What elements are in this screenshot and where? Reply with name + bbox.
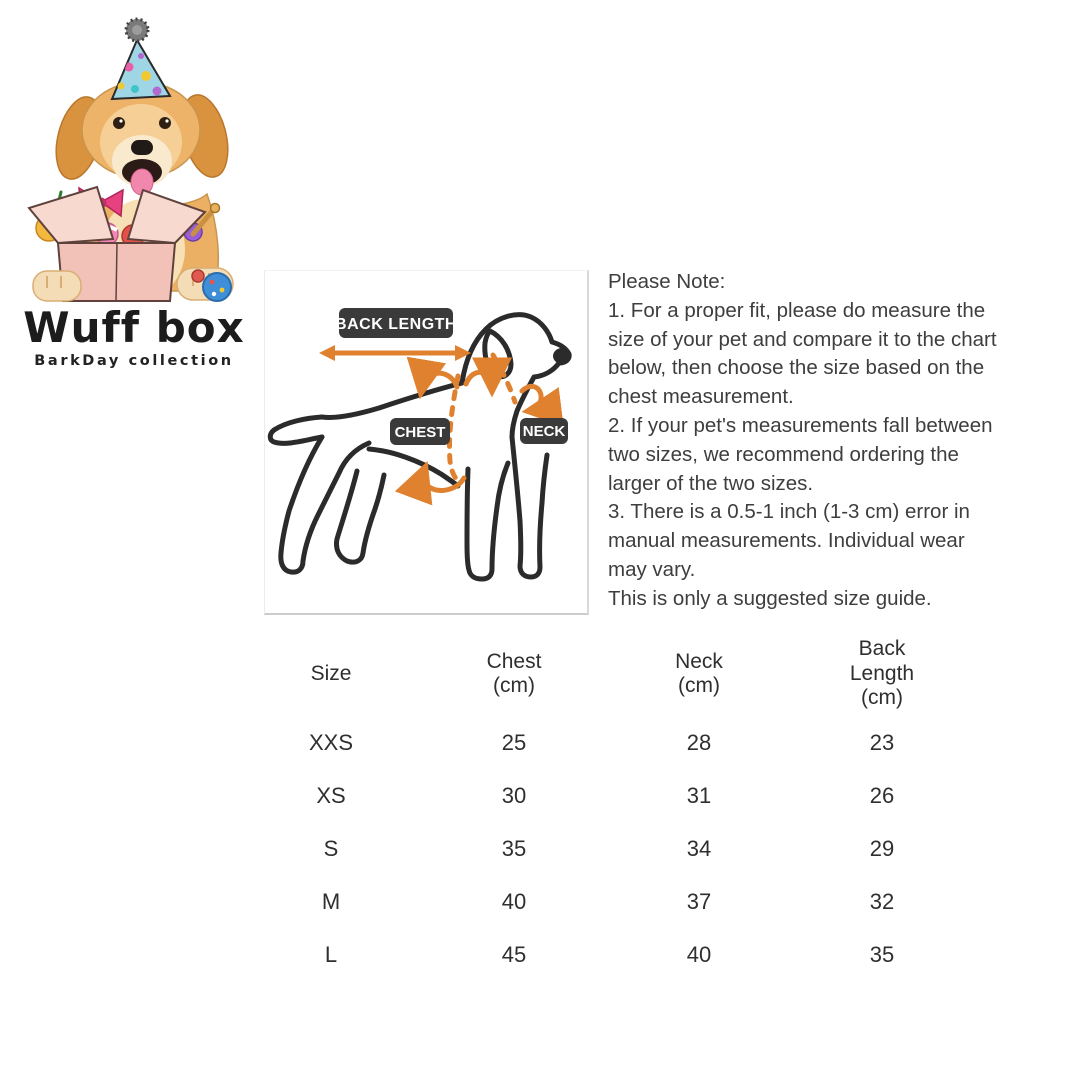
table-row [270, 822, 1002, 875]
neck-arrow-top [466, 372, 492, 390]
table-row [270, 875, 1002, 928]
table-row [270, 928, 1002, 981]
note-line: 1. For a proper fit, please do measure the [608, 298, 986, 322]
measurement-diagram [264, 270, 589, 615]
note-line: size of your pet and compare it to the chart [608, 327, 997, 351]
note-line: 2. If your pet's measurements fall between [608, 413, 993, 437]
note-block [608, 268, 1003, 614]
chest-cell: 40 [501, 888, 527, 914]
note-line: may vary. [608, 557, 696, 581]
party-hat [112, 19, 170, 99]
neck-cell: 37 [686, 888, 712, 914]
chest-label: CHEST [394, 424, 446, 441]
note-line: manual measurements. Individual wear [608, 529, 965, 553]
chest-cell: 25 [501, 729, 527, 755]
table-row [270, 716, 1002, 769]
note-line: two sizes, we recommend ordering the [608, 442, 959, 466]
back-length-label: BACK LENGTH [335, 316, 457, 333]
size-cell: S [323, 835, 339, 861]
chest-cell: 45 [501, 941, 527, 967]
neck-cell: 40 [686, 941, 712, 967]
chest-cell: 30 [501, 782, 527, 808]
note-line: This is only a suggested size guide. [608, 586, 932, 610]
column-header-back-length: Back Length (cm) [849, 637, 915, 710]
brand-collection: BarkDay collection [34, 353, 234, 370]
chest-arrow-bottom [424, 468, 464, 490]
back-length-arrow [319, 345, 471, 361]
size-cell: L [324, 941, 338, 967]
size-cell: XXS [308, 729, 354, 755]
column-header-neck: Neck (cm) [675, 649, 723, 697]
neck-cell: 34 [686, 835, 712, 861]
brand-logo [8, 6, 260, 369]
column-header-chest: Chest (cm) [486, 649, 542, 697]
note-line: 3. There is a 0.5-1 inch (1-3 cm) error in [608, 500, 970, 524]
note-line: larger of the two sizes. [608, 471, 814, 495]
note-line: chest measurement. [608, 385, 794, 409]
logo-illustration-dog-with-gift-box [8, 6, 260, 306]
size-cell: M [321, 888, 341, 914]
size-table-header [270, 632, 1002, 716]
chest-cell: 35 [501, 835, 527, 861]
note-line: below, then choose the size based on the [608, 356, 985, 380]
back-length-cell: 32 [869, 888, 895, 914]
neck-cell: 28 [686, 729, 712, 755]
column-header-size: Size [310, 661, 352, 685]
brand-name: Wuff box [23, 303, 245, 352]
back-length-cell: 29 [869, 835, 895, 861]
back-length-cell: 23 [869, 729, 895, 755]
dog-nose [553, 348, 571, 364]
back-length-cell: 26 [869, 782, 895, 808]
neck-label: NECK [522, 423, 566, 440]
table-row [270, 769, 1002, 822]
note-title: Please Note: [608, 270, 726, 293]
size-cell: XS [316, 782, 346, 808]
back-length-cell: 35 [869, 941, 895, 967]
neck-cell: 31 [686, 782, 712, 808]
size-table [270, 632, 1002, 981]
